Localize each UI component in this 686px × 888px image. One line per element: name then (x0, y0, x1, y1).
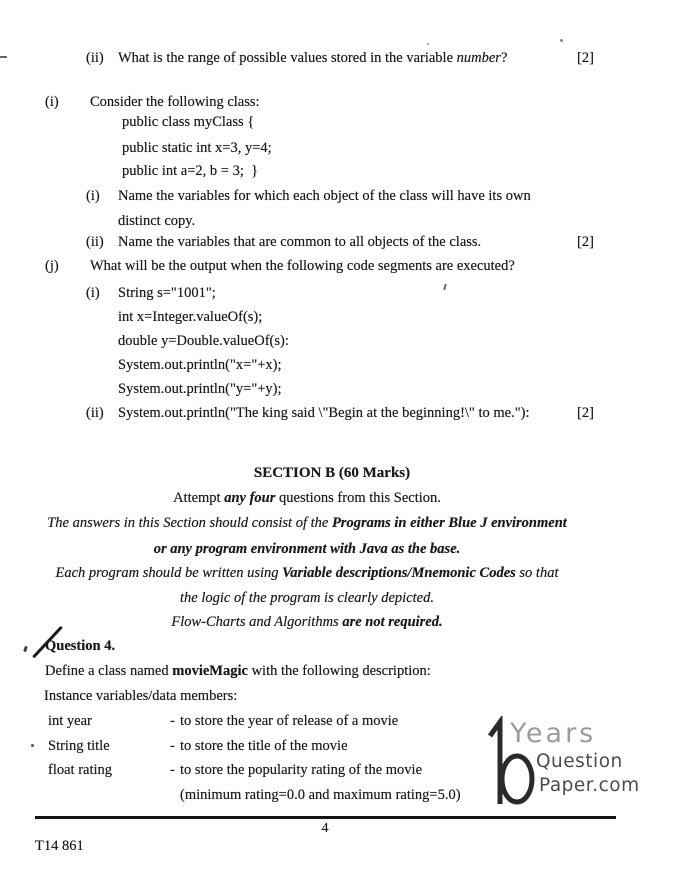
emphasis-segment: any four (224, 490, 276, 506)
member-dash: - (170, 713, 175, 729)
marks-badge: [2] (577, 405, 594, 421)
text-segment: Define a class named (45, 663, 173, 679)
question-4-title-row (0, 636, 686, 658)
code-text: System.out.println("The king said \"Begin at the beginning!\" to me."): (118, 405, 530, 421)
question-text: What will be the output when the following code segments are executed? (90, 258, 515, 274)
text-segment: Each program should be written using (55, 565, 283, 581)
question-label: (j) (45, 258, 59, 274)
section-note-5 (0, 612, 614, 634)
sub-question-label: (i) (86, 285, 100, 301)
text-segment: with the following description: (247, 663, 431, 679)
code-line (0, 331, 686, 353)
watermark (486, 714, 656, 818)
sub-question-text: Name the variables that are common to all objects of the class. (118, 234, 482, 250)
member-description: to store the year of release of a movie (180, 713, 399, 729)
code-text: System.out.println("x="+x); (118, 357, 282, 373)
code-line (0, 355, 686, 377)
member-dash: - (170, 762, 175, 778)
question-i-sub-ii-row (0, 232, 686, 254)
section-note-4: the logic of the program is clearly depicted. (180, 590, 434, 606)
question-h-sub-ii-row (0, 48, 686, 70)
marks-badge: [2] (577, 234, 594, 250)
question-i-sub-i-row (0, 186, 686, 208)
code-line (0, 161, 686, 183)
member-description: to store the popularity rating of the movie (180, 762, 423, 778)
member-declaration: int year (48, 713, 92, 729)
member-description: to store the title of the movie (180, 738, 348, 754)
question-text: Consider the following class: (90, 94, 260, 110)
text-segment: so that (515, 565, 559, 581)
section-note-1 (0, 513, 614, 535)
question-4-title: Question 4. (45, 638, 116, 654)
sub-question-label: (i) (86, 188, 100, 204)
emphasis-segment: Variable descriptions/Mnemonic Codes (282, 565, 516, 581)
text-segment: questions from this Section. (275, 490, 441, 506)
code-text: public class myClass { (122, 114, 255, 130)
watermark-paper-text: Paper.com (539, 775, 640, 796)
scan-artifact-dot (427, 43, 429, 45)
page-number: 4 (321, 821, 329, 836)
question-label: (i) (45, 94, 59, 110)
sub-question-text (118, 48, 507, 68)
text-segment: Flow-Charts and Algorithms (171, 614, 343, 630)
footer-rule (35, 816, 616, 819)
question-text (45, 661, 431, 681)
scan-artifact-dash (0, 56, 7, 58)
member-declaration: String title (48, 738, 110, 754)
class-name-bold: movieMagic (172, 663, 248, 679)
marks-badge: [2] (577, 50, 594, 66)
code-line (0, 112, 686, 134)
section-note-2: or any program environment with Java as the base. (153, 541, 461, 557)
attempt-instruction (0, 488, 614, 510)
sub-question-label: (ii) (86, 50, 104, 66)
text-segment: ? (500, 50, 508, 66)
member-dash: - (170, 738, 175, 754)
emphasis-segment: are not required. (342, 614, 443, 630)
member-declaration: float rating (48, 762, 113, 778)
question-j-sub-ii-row (0, 403, 686, 425)
scan-artifact-dot (31, 744, 34, 747)
code-text: int x=Integer.valueOf(s); (118, 309, 263, 325)
code-text: System.out.println("y="+y); (118, 381, 282, 397)
emphasis-segment: Programs in either Blue J environment (331, 515, 567, 531)
text-segment: Attempt (173, 490, 225, 506)
watermark-question-text: Question (536, 751, 623, 772)
code-line (0, 138, 686, 160)
code-text: public int a=2, b = 3; } (122, 163, 259, 179)
code-text: double y=Double.valueOf(s): (118, 333, 289, 349)
section-note-3 (0, 563, 614, 585)
paper-code: T14 861 (35, 838, 84, 854)
section-b-title: SECTION B (60 Marks) (253, 465, 411, 481)
question-j-sub-i-row (0, 283, 686, 305)
question-i-sub-i-continuation (0, 211, 686, 233)
variable-name-italic: number (456, 50, 501, 66)
code-line (0, 307, 686, 329)
text-segment: The answers in this Section should consist of the (47, 515, 332, 531)
scan-artifact-dot (560, 39, 563, 42)
heading-text: Instance variables/data members: (44, 688, 238, 704)
question-j-intro-row (0, 256, 686, 278)
sub-question-text: distinct copy. (118, 213, 196, 229)
code-line (0, 379, 686, 401)
code-text: String s="1001"; (118, 285, 216, 301)
sub-question-text: Name the variables for which each object of the class will have its own (118, 188, 531, 204)
code-text: public static int x=3, y=4; (122, 140, 272, 156)
sub-question-label: (ii) (86, 405, 104, 421)
member-description-2: (minimum rating=0.0 and maximum rating=5.0) (180, 787, 461, 803)
question-i-intro-row (0, 92, 686, 114)
instance-variables-heading (0, 686, 686, 708)
text-segment: What is the range of possible values stored in the variable (118, 50, 457, 66)
watermark-years-text: Years (510, 718, 597, 749)
question-4-define-row (0, 661, 686, 683)
sub-question-label: (ii) (86, 234, 104, 250)
